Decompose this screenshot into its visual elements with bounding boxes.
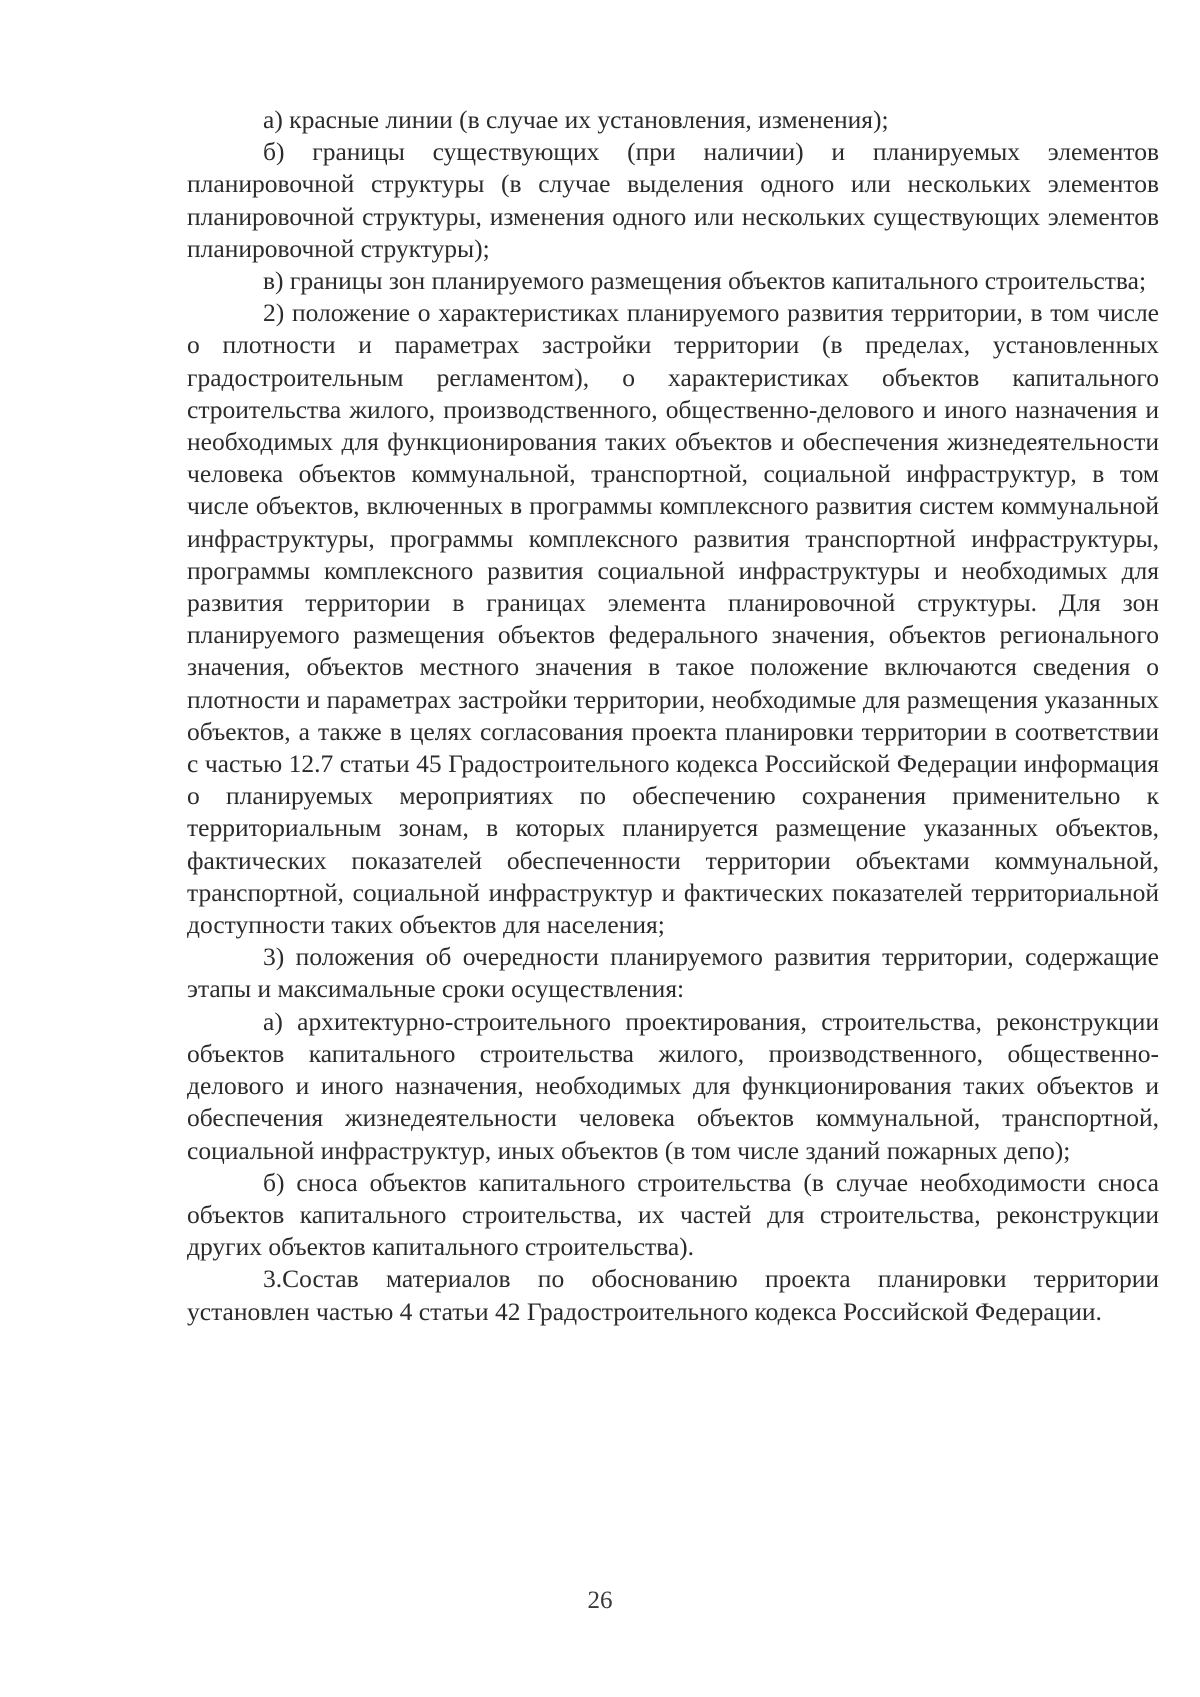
paragraph-design-construction: а) архитектурно-строительного проектирования, строительства, реконструкции объектов капитального строительства жилого, производственного, общественно-делового и иного назначения, необходимых для функционирования таких объектов и обеспечения жизнедеятельности человека объектов коммунальной, транспортной, социальной инфраструктур, иных объектов (в том числе зданий пожарных депо); bbox=[187, 1006, 1159, 1165]
paragraph-justification-materials: 3.Состав материалов по обоснованию проекта планировки территории установлен частью 4 статьи 42 Градостроительного кодекса Российской Федерации. bbox=[187, 1264, 1159, 1326]
paragraph-development-sequence: 3) положения об очередности планируемого развития территории, содержащие этапы и максимальные сроки осуществления: bbox=[187, 942, 1159, 1004]
paragraph-planning-elements-boundaries: б) границы существующих (при наличии) и планируемых элементов планировочной структуры (в случае выделения одного или нескольких элементов планировочной структуры, изменения одного или нескольких существующих элементов планировочной структуры); bbox=[187, 137, 1159, 263]
paragraph-zone-boundaries: в) границы зон планируемого размещения объектов капитального строительства; bbox=[263, 266, 1147, 296]
document-body bbox=[187, 104, 1159, 1328]
paragraph-red-lines: а) красные линии (в случае их установления, изменения); bbox=[263, 105, 889, 134]
paragraph-demolition: б) сноса объектов капитального строительства (в случае необходимости сноса объектов капитального строительства, их частей для строительства, реконструкции других объектов капитального строительства). bbox=[187, 1167, 1159, 1262]
page-number: 26 bbox=[587, 1587, 613, 1614]
paragraph-development-characteristics: 2) положение о характеристиках планируемого развития территории, в том числе о плотности и параметрах застройки территории (в пределах, установленных градостроительным регламентом), о характеристиках объектов капитального строительства жилого, производственного, общественно-делового и иного назначения и необходимых для функционирования таких объектов и обеспечения жизнедеятельности человека объектов коммунальной, транспортной, социальной инфраструктур, в том числе объектов, включенных в программы комплексного развития систем коммунальной инфраструктуры, программы комплексного развития транспортной инфраструктуры, программы комплексного развития социальной инфраструктуры и необходимых для развития территории в границах элемента планировочной структуры. Для зон планируемого размещения объектов федерального значения, объектов регионального значения, объектов местного значения в такое положение включаются сведения о плотности и параметрах застройки территории, необходимые для размещения указанных объектов, а также в целях согласования проекта планировки территории в соответствии с частью 12.7 статьи 45 Градостроительного кодекса Российской Федерации информация о планируемых мероприятиях по обеспечению сохранения применительно к территориальным зонам, в которых планируется размещение указанных объектов, фактических показателей обеспеченности территории объектами коммунальной, транспортной, социальной инфраструктур и фактических показателей территориальной доступности таких объектов для населения; bbox=[187, 298, 1159, 940]
